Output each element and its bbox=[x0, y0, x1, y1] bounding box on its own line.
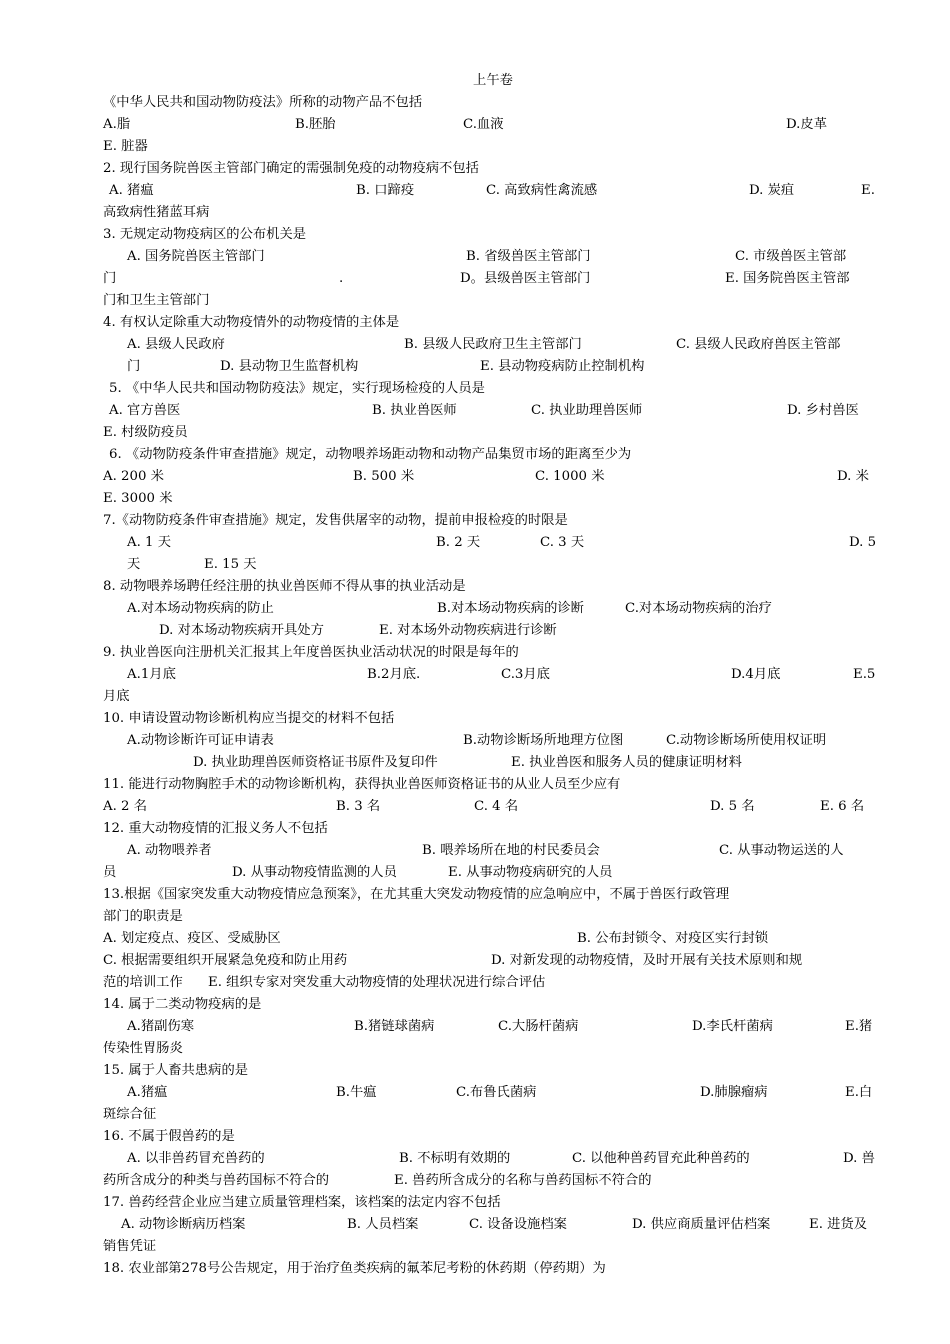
text-segment: 销售凭证 bbox=[103, 1239, 157, 1254]
text-segment: A. 国务院兽医主管部门 bbox=[127, 249, 265, 264]
text-segment: C. 3 天 bbox=[540, 535, 585, 550]
text-segment: E.白 bbox=[845, 1085, 873, 1100]
text-line bbox=[103, 642, 883, 664]
text-line bbox=[103, 598, 883, 620]
text-segment: D. 供应商质量评估档案 bbox=[632, 1217, 771, 1232]
text-segment: C. 以他种兽药冒充此种兽药的 bbox=[572, 1151, 750, 1166]
text-segment: A. 猪瘟 bbox=[109, 183, 154, 198]
text-line bbox=[103, 224, 883, 246]
text-segment: B.对本场动物疾病的诊断 bbox=[437, 601, 584, 616]
text-line bbox=[103, 268, 883, 290]
text-line bbox=[103, 1258, 883, 1280]
text-segment: 4. 有权认定除重大动物疫情外的动物疫情的主体是 bbox=[103, 315, 400, 330]
text-segment: 《中华人民共和国动物防疫法》所称的动物产品不包括 bbox=[103, 95, 423, 110]
text-line bbox=[103, 1192, 883, 1214]
text-segment: 高致病性猪蓝耳病 bbox=[103, 205, 210, 220]
text-segment: B. 执业兽医师 bbox=[372, 403, 457, 418]
text-segment: 6. 《动物防疫条件审查措施》规定，动物喂养场距动物和动物产品集贸市场的距离至少为 bbox=[109, 447, 632, 462]
text-segment: A. 2 名 bbox=[103, 799, 148, 814]
text-segment: D.皮革 bbox=[786, 117, 828, 132]
text-segment: C. 县级人民政府兽医主管部 bbox=[676, 337, 841, 352]
text-segment: 13.根据《国家突发重大动物疫情应急预案》，在尤其重大突发动物疫情的应急响应中，不属于兽医行政管理 bbox=[103, 887, 730, 902]
text-segment: D. 对新发现的动物疫情，及时开展有关技术原则和规 bbox=[491, 953, 803, 968]
text-segment: E. 15 天 bbox=[204, 557, 257, 572]
text-segment: 药所含成分的种类与兽药国标不符合的 bbox=[103, 1173, 330, 1188]
text-segment: E. 兽药所含成分的名称与兽药国标不符合的 bbox=[394, 1173, 652, 1188]
text-segment: B. 2 天 bbox=[436, 535, 481, 550]
text-segment: B. 500 米 bbox=[353, 469, 415, 484]
text-segment: D。县级兽医主管部门 bbox=[460, 271, 591, 286]
text-segment: C.布鲁氏菌病 bbox=[456, 1085, 537, 1100]
text-segment: 16. 不属于假兽药的是 bbox=[103, 1129, 235, 1144]
text-segment: C. 市级兽医主管部 bbox=[735, 249, 847, 264]
text-segment: A.脂 bbox=[103, 117, 131, 132]
text-segment: 门和卫生主管部门 bbox=[103, 293, 210, 308]
text-segment: D.肺腺瘤病 bbox=[700, 1085, 768, 1100]
text-segment: A. 官方兽医 bbox=[109, 403, 181, 418]
text-segment: B. 不标明有效期的 bbox=[399, 1151, 511, 1166]
text-segment: E. 6 名 bbox=[820, 799, 865, 814]
text-segment: 10. 申请设置动物诊断机构应当提交的材料不包括 bbox=[103, 711, 395, 726]
text-segment: E. 国务院兽医主管部 bbox=[725, 271, 850, 286]
text-line bbox=[103, 1082, 883, 1104]
text-segment: C. 从事动物运送的人 bbox=[719, 843, 844, 858]
text-segment: D. 米 bbox=[837, 469, 869, 484]
text-segment: 范的培训工作 bbox=[103, 975, 183, 990]
text-segment: . bbox=[339, 271, 344, 286]
text-segment: E. 县动物疫病防止控制机构 bbox=[480, 359, 645, 374]
text-line bbox=[103, 1236, 883, 1258]
text-segment: B. 3 名 bbox=[336, 799, 381, 814]
text-segment: C. 根据需要组织开展紧急免疫和防止用药 bbox=[103, 953, 348, 968]
text-segment: 天 bbox=[127, 557, 141, 572]
text-line bbox=[103, 796, 883, 818]
text-line bbox=[103, 576, 883, 598]
text-line bbox=[103, 752, 883, 774]
text-segment: B. 公布封锁令、对疫区实行封锁 bbox=[577, 931, 769, 946]
text-segment: 5. 《中华人民共和国动物防疫法》规定，实行现场检疫的人员是 bbox=[109, 381, 485, 396]
text-line bbox=[103, 158, 883, 180]
text-line bbox=[103, 774, 883, 796]
text-segment: A.猪瘟 bbox=[127, 1085, 168, 1100]
text-line bbox=[103, 1170, 883, 1192]
text-segment: B.猪链球菌病 bbox=[354, 1019, 435, 1034]
text-segment: 3. 无规定动物疫病区的公布机关是 bbox=[103, 227, 307, 242]
text-line bbox=[103, 312, 883, 334]
text-segment: A. 200 米 bbox=[103, 469, 164, 484]
text-line bbox=[103, 400, 883, 422]
text-segment: 18. 农业部第278号公告规定，用于治疗鱼类疾病的氟苯尼考粉的休药期（停药期）为 bbox=[103, 1261, 606, 1276]
text-line bbox=[103, 840, 883, 862]
text-line bbox=[103, 862, 883, 884]
text-line bbox=[103, 334, 883, 356]
text-line bbox=[103, 730, 883, 752]
text-segment: A.对本场动物疾病的防止 bbox=[127, 601, 274, 616]
text-line bbox=[103, 686, 883, 708]
text-line bbox=[103, 290, 883, 312]
text-line bbox=[103, 1016, 883, 1038]
text-segment: C.血液 bbox=[463, 117, 504, 132]
text-line bbox=[103, 972, 883, 994]
text-segment: E. bbox=[861, 183, 875, 198]
text-segment: D. 兽 bbox=[843, 1151, 875, 1166]
text-line bbox=[103, 554, 883, 576]
text-segment: C. 1000 米 bbox=[535, 469, 605, 484]
question-list bbox=[103, 92, 883, 1280]
page-header: 上午卷 bbox=[473, 73, 513, 88]
text-line bbox=[103, 906, 883, 928]
text-segment: A.猪副伤寒 bbox=[127, 1019, 195, 1034]
text-segment: A.动物诊断许可证申请表 bbox=[127, 733, 274, 748]
text-line bbox=[103, 1214, 883, 1236]
text-segment: 8. 动物喂养场聘任经注册的执业兽医师不得从事的执业活动是 bbox=[103, 579, 466, 594]
text-segment: B. 喂养场所在地的村民委员会 bbox=[422, 843, 600, 858]
text-segment: A. 1 天 bbox=[127, 535, 172, 550]
text-line bbox=[103, 246, 883, 268]
text-segment: E. 村级防疫员 bbox=[103, 425, 188, 440]
text-segment: 9. 执业兽医向注册机关汇报其上年度兽医执业活动状况的时限是每年的 bbox=[103, 645, 519, 660]
text-line bbox=[103, 708, 883, 730]
text-segment: E. 组织专家对突发重大动物疫情的处理状况进行综合评估 bbox=[208, 975, 546, 990]
text-segment: D. 县动物卫生监督机构 bbox=[220, 359, 359, 374]
text-segment: 11. 能进行动物胸腔手术的动物诊断机构，获得执业兽医师资格证书的从业人员至少应有 bbox=[103, 777, 621, 792]
text-line bbox=[103, 422, 883, 444]
text-segment: E. 对本场外动物疾病进行诊断 bbox=[379, 623, 557, 638]
text-segment: C.3月底 bbox=[501, 667, 550, 682]
text-segment: 7.《动物防疫条件审查措施》规定，发售供屠宰的动物，提前申报检疫的时限是 bbox=[103, 513, 568, 528]
text-segment: D. 炭疽 bbox=[749, 183, 795, 198]
text-segment: A.1月底 bbox=[127, 667, 176, 682]
text-segment: C. 设备设施档案 bbox=[469, 1217, 567, 1232]
text-segment: B.胚胎 bbox=[295, 117, 336, 132]
exam-page bbox=[103, 70, 883, 1280]
text-segment: 员 bbox=[103, 865, 117, 880]
text-segment: 部门的职责是 bbox=[103, 909, 183, 924]
text-segment: B. 口蹄疫 bbox=[356, 183, 415, 198]
text-segment: B.动物诊断场所地理方位图 bbox=[463, 733, 624, 748]
text-segment: A. 动物诊断病历档案 bbox=[121, 1217, 246, 1232]
text-line bbox=[103, 884, 883, 906]
text-line bbox=[103, 510, 883, 532]
text-segment: 14. 属于二类动物疫病的是 bbox=[103, 997, 262, 1012]
text-line bbox=[103, 114, 883, 136]
text-segment: B.2月底. bbox=[367, 667, 421, 682]
text-line bbox=[103, 378, 883, 400]
text-segment: 12. 重大动物疫情的汇报义务人不包括 bbox=[103, 821, 328, 836]
text-segment: 17. 兽药经营企业应当建立质量管理档案，该档案的法定内容不包括 bbox=[103, 1195, 501, 1210]
text-line bbox=[103, 444, 883, 466]
text-segment: A. 动物喂养者 bbox=[127, 843, 212, 858]
text-segment: C. 4 名 bbox=[474, 799, 519, 814]
text-line bbox=[103, 532, 883, 554]
text-segment: 月底 bbox=[103, 689, 130, 704]
text-line bbox=[103, 1060, 883, 1082]
text-segment: D. 5 bbox=[849, 535, 877, 550]
text-segment: D. 执业助理兽医师资格证书原件及复印件 bbox=[193, 755, 438, 770]
text-line bbox=[103, 1104, 883, 1126]
text-line bbox=[103, 356, 883, 378]
text-segment: E.5 bbox=[853, 667, 876, 682]
text-line bbox=[103, 466, 883, 488]
text-segment: E. 脏器 bbox=[103, 139, 148, 154]
text-line bbox=[103, 1038, 883, 1060]
text-line bbox=[103, 92, 883, 114]
text-segment: E. 执业兽医和服务人员的健康证明材料 bbox=[511, 755, 742, 770]
text-segment: D. 从事动物疫情监测的人员 bbox=[232, 865, 397, 880]
text-segment: A. 以非兽药冒充兽药的 bbox=[127, 1151, 265, 1166]
text-segment: C.大肠杆菌病 bbox=[498, 1019, 579, 1034]
text-segment: E. 3000 米 bbox=[103, 491, 173, 506]
text-segment: D.4月底 bbox=[731, 667, 781, 682]
text-line bbox=[103, 488, 883, 510]
text-line bbox=[103, 818, 883, 840]
text-segment: 门 bbox=[103, 271, 117, 286]
text-line bbox=[103, 180, 883, 202]
text-line bbox=[103, 1126, 883, 1148]
text-segment: D. 对本场动物疾病开具处方 bbox=[159, 623, 324, 638]
text-segment: 门 bbox=[127, 359, 141, 374]
text-segment: C. 高致病性禽流感 bbox=[486, 183, 598, 198]
text-segment: B. 县级人民政府卫生主管部门 bbox=[404, 337, 582, 352]
text-line bbox=[103, 136, 883, 158]
text-line bbox=[103, 928, 883, 950]
text-segment: B.牛瘟 bbox=[336, 1085, 377, 1100]
text-line bbox=[103, 950, 883, 972]
text-line bbox=[103, 202, 883, 224]
text-segment: D. 5 名 bbox=[710, 799, 755, 814]
text-segment: E. 从事动物疫病研究的人员 bbox=[448, 865, 613, 880]
text-segment: E.猪 bbox=[845, 1019, 873, 1034]
text-segment: C.对本场动物疾病的治疗 bbox=[625, 601, 772, 616]
text-segment: 2. 现行国务院兽医主管部门确定的需强制免疫的动物疫病不包括 bbox=[103, 161, 479, 176]
text-segment: D. 乡村兽医 bbox=[787, 403, 859, 418]
text-segment: C. 执业助理兽医师 bbox=[531, 403, 643, 418]
text-segment: 15. 属于人畜共患病的是 bbox=[103, 1063, 249, 1078]
text-segment: C.动物诊断场所使用权证明 bbox=[666, 733, 827, 748]
text-line bbox=[103, 1148, 883, 1170]
text-segment: A. 县级人民政府 bbox=[127, 337, 225, 352]
text-segment: D.李氏杆菌病 bbox=[692, 1019, 773, 1034]
text-segment: 斑综合征 bbox=[103, 1107, 157, 1122]
text-segment: E. 进货及 bbox=[809, 1217, 868, 1232]
text-line bbox=[103, 620, 883, 642]
text-line bbox=[103, 664, 883, 686]
text-segment: B. 省级兽医主管部门 bbox=[466, 249, 591, 264]
text-segment: B. 人员档案 bbox=[347, 1217, 419, 1232]
text-line bbox=[103, 994, 883, 1016]
text-segment: 传染性胃肠炎 bbox=[103, 1041, 183, 1056]
text-segment: A. 划定疫点、疫区、受威胁区 bbox=[103, 931, 281, 946]
